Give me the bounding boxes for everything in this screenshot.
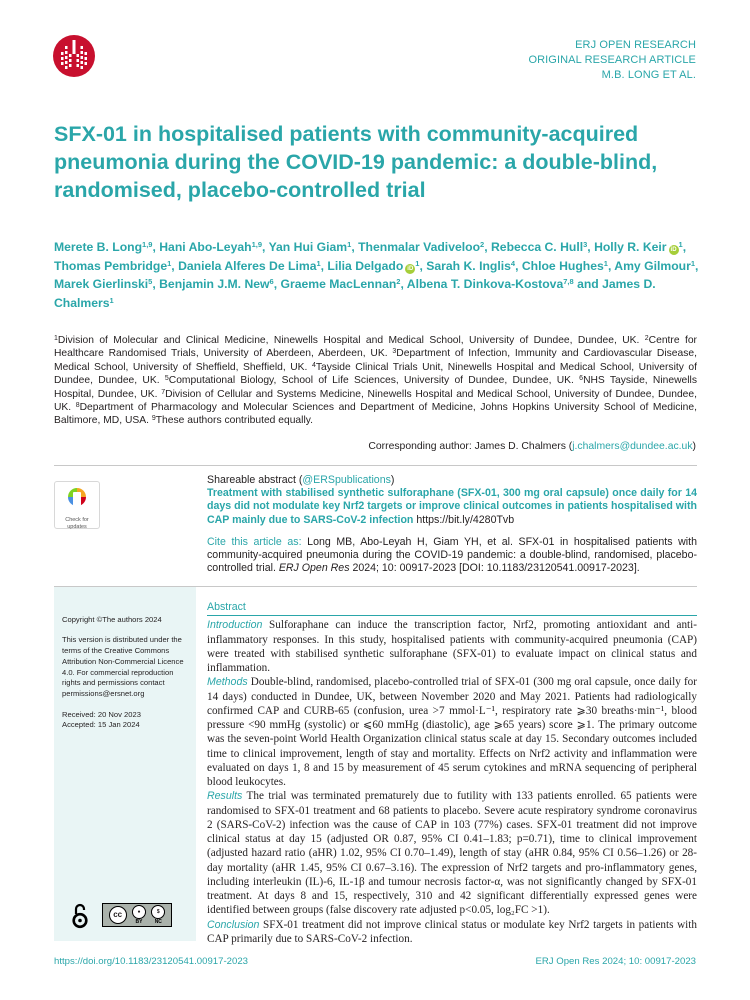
author-name: Amy Gilmour (614, 258, 691, 273)
accepted-date: Accepted: 15 Jan 2024 (62, 720, 140, 730)
author-name: Daniela Alferes De Lima (178, 258, 317, 273)
article-info-sidebar (54, 587, 196, 941)
corresponding-author (368, 440, 696, 454)
check-updates-line1: Check for (65, 517, 89, 523)
corresponding-email-link[interactable]: j.chalmers@dundee.ac.uk (572, 441, 693, 452)
running-author: M.B. LONG ET AL. (601, 69, 696, 81)
author-name: Hani Abo-Leyah (159, 240, 252, 254)
author-list: Merete B. Long$^{1,9}$, Hani Abo-Leyah$^{1,9}$, Yan Hui Giam$^1$, Thenmalar Vadiveloo$^2$, Rebecca C. Hull$^3$, Holly R. Keir $iD^1$, Thomas Pembridge$^1$, Daniela Alferes De Lima$^1$, Lilia Delgado $iD^1$, Sarah K. Inglis$^4$, Chloe Hughes$^1$, Amy Gilmour$^1$, Marek Gierlinski$^5$, Benjamin J.M. New$^6$, Graeme MacLennan$^2$, Albena T. Dinkova-Kostova$^{7,8}$ and James D. Chalmers$^1$ (54, 240, 699, 310)
shareable-text: Treatment with stabilised synthetic sulforaphane (SFX-01, 300 mg oral capsule) once daily for 14 days did not modulate key Nrf2 targets or improve clinical outcomes in patients hospitalised with CAP mainly due to SARS-CoV-2 infection (207, 487, 697, 526)
ers-logo-icon (52, 34, 96, 78)
affiliation-number: 8 (75, 402, 80, 410)
received-date: Received: 20 Nov 2023 (62, 709, 141, 719)
author-name: Yan Hui Giam (268, 240, 348, 254)
author-name: Albena T. Dinkova-Kostova (406, 277, 564, 292)
journal-header (528, 38, 696, 83)
affiliation-number: 7 (161, 388, 166, 396)
by-icon: ● (132, 905, 146, 919)
journal-name: ERJ OPEN RESEARCH (575, 39, 696, 51)
cc-icon: cc (109, 906, 127, 924)
licence-text: This version is distributed under the terms of the Creative Commons Attribution Non-Commercial Licence 4.0. For commercial reproduction rights and permissions contact permissions@ersnet.org (62, 635, 184, 699)
copyright: Copyright ©The authors 2024 (62, 615, 162, 624)
author-name: Marek Gierlinski (54, 277, 149, 292)
corresponding-close: ) (692, 441, 696, 452)
author-affiliation-number: 1 (690, 258, 695, 268)
author-name: Graeme MacLennan (280, 277, 397, 292)
author-affiliation-number: 1,9 (142, 240, 153, 249)
author-name: Sarah K. Inglis (426, 258, 511, 273)
orcid-icon[interactable]: iD (407, 265, 414, 272)
conclusion-label: Conclusion (207, 918, 260, 931)
author-name: Lilia Delgado (327, 258, 404, 273)
affiliation-text: Computational Biology, School of Life Sciences, University of Dundee, Dundee, UK. (168, 375, 574, 387)
affiliation-text: Department of Infection, Immunity and Cardiovascular Disease, Medical School, University of Sheffield, Sheffield, UK. (54, 348, 697, 373)
affiliation-text: Tayside Clinical Trials Unit, Ninewells Hospital and Medical School, University of Dundee, Dundee, UK. (54, 361, 697, 387)
footer-citation: ERJ Open Res 2024; 10: 00917-2023 (535, 956, 696, 967)
author-affiliation-number: 1 (109, 295, 114, 305)
affiliation-text: These authors contributed equally. (155, 415, 313, 427)
author-affiliation-number: 4 (510, 258, 516, 268)
conclusion-text: SFX-01 treatment did not improve clinical status or modulate key Nrf2 targets in patients with CAP primarily due to SARS-CoV-2 infection. (207, 918, 697, 945)
author-affiliation-number: 1 (167, 258, 172, 268)
shareable-label: Shareable abstract ( (207, 474, 303, 486)
author-affiliation-number: 1 (603, 258, 608, 268)
author-affiliation-number: 5 (148, 277, 153, 287)
nc-icon: $ (151, 905, 165, 919)
cc-by-label: BY (135, 919, 143, 925)
authors-and: and (577, 277, 599, 292)
check-for-updates-badge[interactable] (54, 481, 100, 529)
author-name: James D. Chalmers (54, 277, 656, 310)
affiliation-text: Centre for Healthcare Randomised Trials, University of Aberdeen, Aberdeen, UK. (54, 335, 697, 360)
author-name: Rebecca C. Hull (490, 240, 584, 254)
doi-link[interactable]: https://doi.org/10.1183/23120541.00917-2023 (54, 956, 248, 967)
cite-text: Long MB, Abo-Leyah H, Giam YH, et al. SFX-01 in hospitalised patients with community-acquired pneumonia during the COVID-19 pandemic: a double-blind, randomised, placebo-controlled trial. (207, 536, 697, 575)
cc-by-nc-licence-badge[interactable] (102, 903, 172, 927)
shareable-short-link[interactable]: https://bit.ly/4280Tvb (416, 513, 515, 526)
abstract-heading: Abstract (207, 600, 697, 616)
shareable-abstract (207, 474, 697, 527)
twitter-handle-link[interactable]: @ERSpublications (302, 474, 391, 486)
cite-this-article (207, 536, 697, 576)
methods-text: Double-blind, randomised, placebo-controlled trial of SFX-01 (300 mg oral capsule, once daily for 14 days) conducted in Dundee, UK, between November 2020 and May 2021. Patients had radiologically confirmed CAP and CURB-65 (confusion, urea >7 mmol·L⁻¹, respiratory rate ⩾30 breaths·min⁻¹, blood pressure <90 mmHg (systolic) or ⩽60 mmHg (diastolic), age ⩾65 years) score ⩾1. The primary outcome was the seven-point World Health Organization clinical status scale at day 15. Secondary outcomes included time to clinical improvement, length of stay and mortality. Effects on Nrf2 activity and inflammation were evaluated on days 1, 8 and 15 by measurement of 45 serum cytokines and mRNA sequencing of peripheral blood leukocytes. (207, 676, 697, 788)
article-title: SFX-01 in hospitalised patients with community-acquired pneumonia during the COVID-19 pandemic: a double-blind, randomised, placebo-controlled trial (54, 122, 658, 202)
author-name: Thenmalar Vadiveloo (358, 240, 481, 254)
open-access-icon (72, 903, 88, 929)
author-affiliation-number: 1 (316, 258, 321, 268)
abstract (207, 600, 697, 946)
check-updates-line2: updates (67, 523, 87, 530)
affiliation-number: 2 (644, 335, 649, 342)
introduction-label: Introduction (207, 619, 263, 632)
affiliation-number: 4 (311, 361, 316, 369)
shareable-label-close: ) (390, 474, 395, 486)
author-name: Benjamin J.M. New (159, 277, 270, 292)
cite-journal: ERJ Open Res (278, 562, 350, 575)
author-affiliation-number: 3 (583, 240, 588, 249)
cite-label: Cite this article as: (207, 536, 302, 548)
results-text: The trial was terminated prematurely due to futility with 133 patients enrolled. 65 patients were randomised to SFX-01 treatment and 68 patients to placebo. Severe acute respiratory syndrome coronavirus 2 (SARS-CoV-2) infection was the cause of CAP in 103 (77%) cases. SFX-01 treatment did not improve clinical status at day 15 (adjusted OR 0.87, 95% CI 0.41–1.83; p=0.71), time to clinical improvement (adjusted hazard ratio (aHR) 1.02, 95% CI 0.70–1.49), length of stay (aHR 0.84, 95% CI 0.56–1.26) or 28-day mortality (aHR 1.45, 95% CI 0.67–3.16). The expression of Nrf2 targets and pro-inflammatory genes, including interleukin (IL)-6, IL-1β and tumour necrosis factor-α, was not significantly changed by SFX-01 treatment. At days 8 and 15, respectively, 310 and 42 significant differentially expressed genes were identified between groups (false discovery rate adjusted p<0.05, log₂FC >1). (207, 790, 697, 917)
author-affiliation-number: 7,8 (563, 277, 574, 287)
author-affiliation-number: 2 (480, 240, 485, 249)
check-updates-icon (66, 486, 88, 510)
author-affiliation-number: 1 (415, 258, 420, 268)
methods-label: Methods (207, 676, 248, 689)
article-type: ORIGINAL RESEARCH ARTICLE (528, 54, 696, 66)
author-affiliation-number: 6 (269, 277, 274, 287)
cc-nc-label: NC (154, 919, 162, 925)
divider (54, 465, 697, 466)
affiliation-text: Division of Molecular and Clinical Medicine, Ninewells Hospital and Medical School, University of Dundee, Dundee, UK. (57, 335, 640, 346)
corresponding-label: Corresponding author: James D. Chalmers ( (368, 441, 573, 452)
author-name: Merete B. Long (54, 240, 143, 254)
affiliation-number: 9 (151, 415, 156, 423)
affiliation-text: Department of Pharmacology and Molecular Sciences and Department of Medicine, Johns Hopkins University School of Medicine, Baltimore, MD, USA. (54, 402, 697, 427)
author-name: Chloe Hughes (521, 258, 604, 273)
introduction-text: Sulforaphane can induce the transcription factor, Nrf2, promoting antioxidant and anti-inflammatory responses. In this study, hospitalised patients with community-acquired pneumonia (CAP) were treated with stabilised synthetic sulforaphane (SFX-01) to evaluate impact on clinical status and inflammation. (207, 619, 697, 674)
author-affiliation-number: 1 (678, 240, 683, 249)
author-affiliation-number: 2 (396, 277, 401, 287)
results-label: Results (207, 790, 243, 803)
affiliation-number: 6 (579, 375, 584, 383)
cite-ref: 2024; 10: 00917-2023 [DOI: 10.1183/23120541.00917-2023]. (352, 562, 640, 575)
affiliation-number: 5 (164, 375, 169, 383)
affiliation-text: Division of Cellular and Systems Medicine, Ninewells Hospital and Medical School, University of Dundee, Dundee, UK. (54, 388, 697, 414)
author-affiliation-number: 1,9 (251, 240, 263, 249)
author-name: Thomas Pembridge (54, 258, 168, 273)
affiliation-number: 3 (392, 348, 397, 356)
orcid-icon[interactable]: iD (670, 247, 677, 253)
affiliations (54, 334, 697, 428)
affiliation-number: 1 (54, 335, 58, 342)
author-affiliation-number: 1 (347, 240, 352, 249)
author-name: Holly R. Keir (594, 240, 667, 254)
affiliation-text: NHS Tayside, Ninewells Hospital, Dundee, UK. (54, 375, 697, 400)
